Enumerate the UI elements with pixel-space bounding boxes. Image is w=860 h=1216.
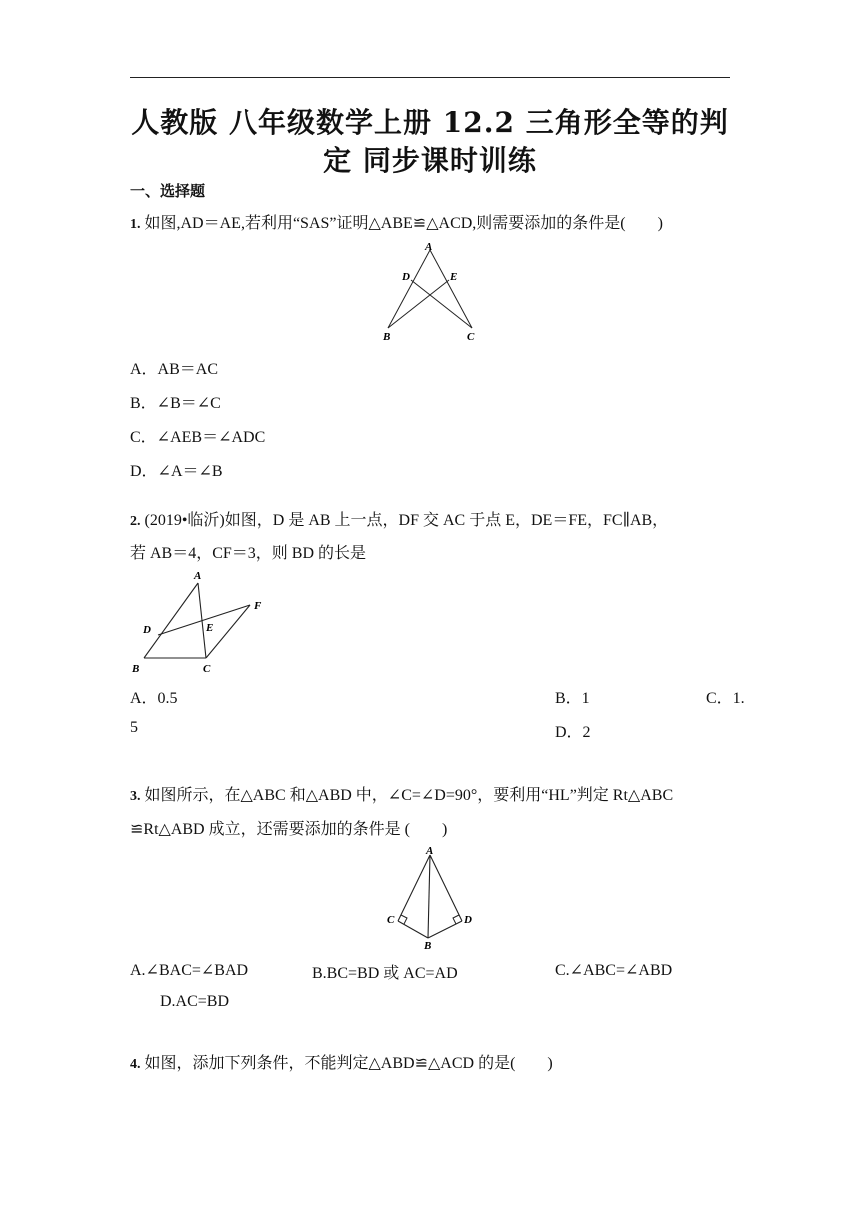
question-3-text-1: 如图所示，在△ABC 和△ABD 中，∠C=∠D=90°，要利用“HL”判定 Rt△ABC bbox=[144, 787, 674, 804]
fig1-label-a: A bbox=[425, 241, 433, 253]
question-2-line-1 bbox=[130, 507, 668, 530]
fig2-label-e: E bbox=[206, 622, 214, 634]
question-1-figure bbox=[380, 240, 480, 345]
page-title bbox=[120, 104, 740, 180]
q1-option-d: D．∠A＝∠B bbox=[130, 463, 223, 480]
q1-option-b: B．∠B＝∠C bbox=[130, 395, 221, 412]
header-rule bbox=[130, 77, 730, 78]
q1-option-c: C．∠AEB＝∠ADC bbox=[130, 429, 266, 446]
q2-option-c-part-1: C．1. bbox=[706, 690, 745, 707]
question-3-number: 3. bbox=[130, 789, 141, 804]
question-2-number: 2. bbox=[130, 514, 141, 529]
question-3-line-1 bbox=[130, 782, 673, 805]
section-heading: 一、选择题 bbox=[130, 182, 206, 200]
question-1-text: 如图,AD＝AE,若利用“SAS”证明△ABE≌△ACD,则需要添加的条件是( ) bbox=[144, 215, 663, 232]
fig2-label-a: A bbox=[194, 570, 202, 582]
question-3-figure bbox=[380, 843, 480, 953]
fig3-label-c: C bbox=[387, 914, 395, 926]
q2-option-b: B．1 bbox=[555, 690, 590, 707]
question-3-line-2: ≌Rt△ABD 成立，还需要添加的条件是 ( ) bbox=[130, 821, 448, 838]
fig2-label-c: C bbox=[203, 663, 211, 675]
fig1-label-c: C bbox=[467, 331, 475, 343]
fig2-label-f: F bbox=[254, 600, 262, 612]
fig1-label-d: D bbox=[402, 271, 410, 283]
title-line-1: 人教版 八年级数学上册 12.2 三角形全等的判 bbox=[131, 106, 729, 139]
question-2-figure bbox=[130, 565, 280, 680]
q2-option-c-part-2: 5 bbox=[130, 719, 138, 736]
question-2-text-1: (2019•临沂)如图，D 是 AB 上一点，DF 交 AC 于点 E，DE＝FE，FC∥AB， bbox=[144, 512, 669, 529]
q1-option-a: A．AB＝AC bbox=[130, 361, 219, 378]
q3-option-a: A.∠BAC=∠BAD bbox=[130, 962, 249, 979]
question-2-line-2: 若 AB＝4，CF＝3，则 BD 的长是 bbox=[130, 545, 367, 562]
question-1 bbox=[130, 210, 663, 233]
q3-option-b: B.BC=BD 或 AC=AD bbox=[312, 965, 458, 982]
fig3-label-a: A bbox=[426, 845, 434, 857]
q2-option-a: A．0.5 bbox=[130, 690, 178, 707]
q3-option-d: D.AC=BD bbox=[160, 993, 230, 1010]
fig3-label-b: B bbox=[424, 940, 432, 952]
q3-option-c: C.∠ABC=∠ABD bbox=[555, 962, 673, 979]
fig2-label-b: B bbox=[132, 663, 140, 675]
question-4-text: 如图，添加下列条件，不能判定△ABD≌△ACD 的是( ) bbox=[144, 1055, 553, 1072]
question-1-number: 1. bbox=[130, 217, 141, 232]
fig2-label-d: D bbox=[143, 624, 151, 636]
question-4-number: 4. bbox=[130, 1057, 141, 1072]
question-4 bbox=[130, 1050, 553, 1073]
fig1-label-e: E bbox=[450, 271, 458, 283]
fig3-label-d: D bbox=[464, 914, 472, 926]
title-line-2: 定 同步课时训练 bbox=[323, 144, 537, 177]
fig1-label-b: B bbox=[383, 331, 391, 343]
q2-option-d: D．2 bbox=[555, 724, 591, 741]
